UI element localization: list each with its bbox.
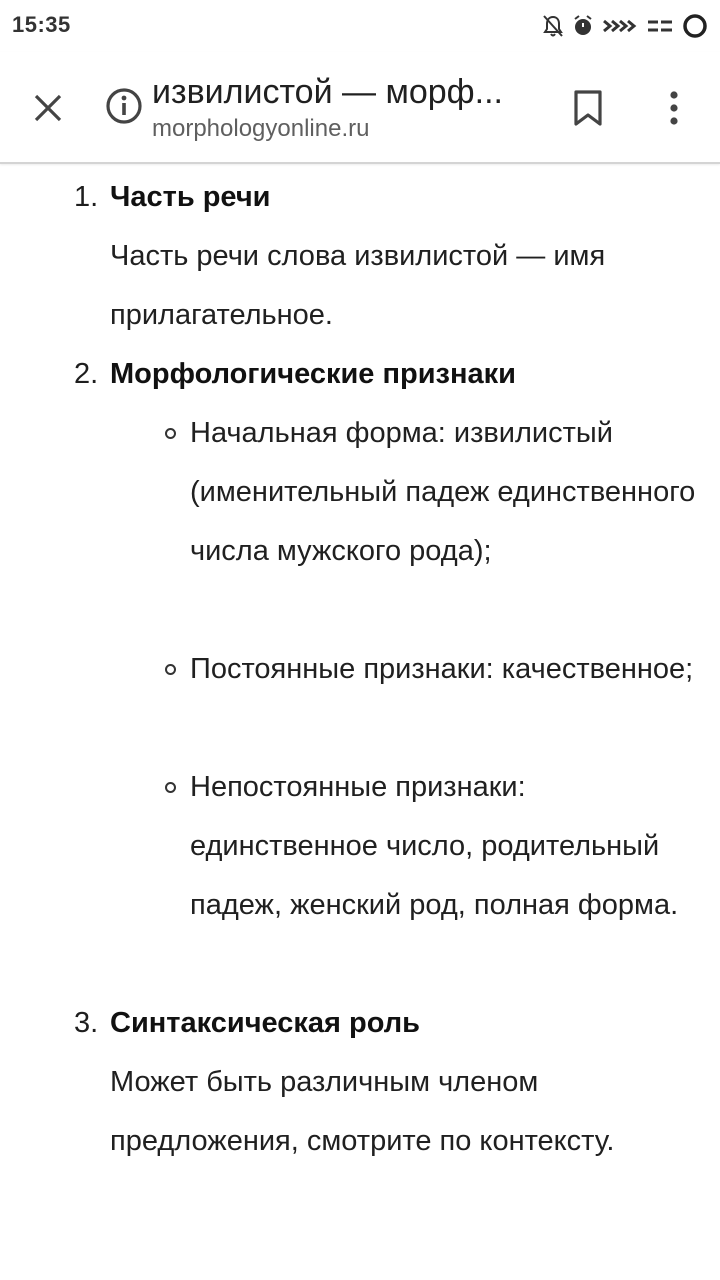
page-url: morphologyonline.ru — [152, 115, 370, 142]
data-lines-icon — [646, 17, 674, 35]
bullet-marker — [160, 404, 180, 463]
signal-arrows-icon — [602, 17, 638, 35]
title-block[interactable] — [152, 70, 532, 144]
bullet-initial-form: Начальная форма: извилистый (именительный падеж единственного числа мужского рода); — [190, 417, 696, 567]
section-text-syntactic-role: Может быть различным членом предложения, смотрите по контексту. — [110, 1066, 615, 1157]
site-info-button[interactable] — [102, 84, 146, 128]
section-heading-morphological: Морфологические признаки — [110, 358, 516, 390]
status-bar — [0, 0, 720, 52]
section-number: 1. — [74, 181, 99, 213]
close-button[interactable] — [22, 82, 74, 134]
bullet-marker — [160, 758, 180, 817]
section-text-part-of-speech: Часть речи слова извилистой — имя прилагательное. — [110, 240, 606, 331]
page-title: извилистой — морф... — [152, 73, 503, 111]
section-number: 2. — [74, 358, 99, 390]
section-number: 3. — [74, 1007, 99, 1039]
notifications-off-icon — [542, 14, 564, 38]
section-heading-syntactic-role: Синтаксическая роль — [110, 1007, 420, 1039]
info-icon — [105, 87, 143, 125]
status-icons — [542, 12, 708, 40]
custom-tab-toolbar — [0, 52, 720, 164]
bullet-marker — [160, 640, 180, 699]
alarm-icon — [572, 14, 594, 38]
more-options-button[interactable] — [648, 82, 700, 134]
section-heading-part-of-speech: Часть речи — [110, 181, 271, 213]
bullet-variable-features: Непостоянные признаки: единственное число, родительный падеж, женский род, полная форма. — [190, 771, 679, 921]
bookmark-icon — [573, 89, 603, 127]
status-time: 15:35 — [12, 12, 71, 37]
bullet-constant-features: Постоянные признаки: качественное; — [190, 653, 694, 685]
more-vert-icon — [668, 90, 680, 126]
bookmark-button[interactable] — [562, 82, 614, 134]
close-icon — [32, 92, 64, 124]
battery-ring-icon — [682, 13, 708, 39]
